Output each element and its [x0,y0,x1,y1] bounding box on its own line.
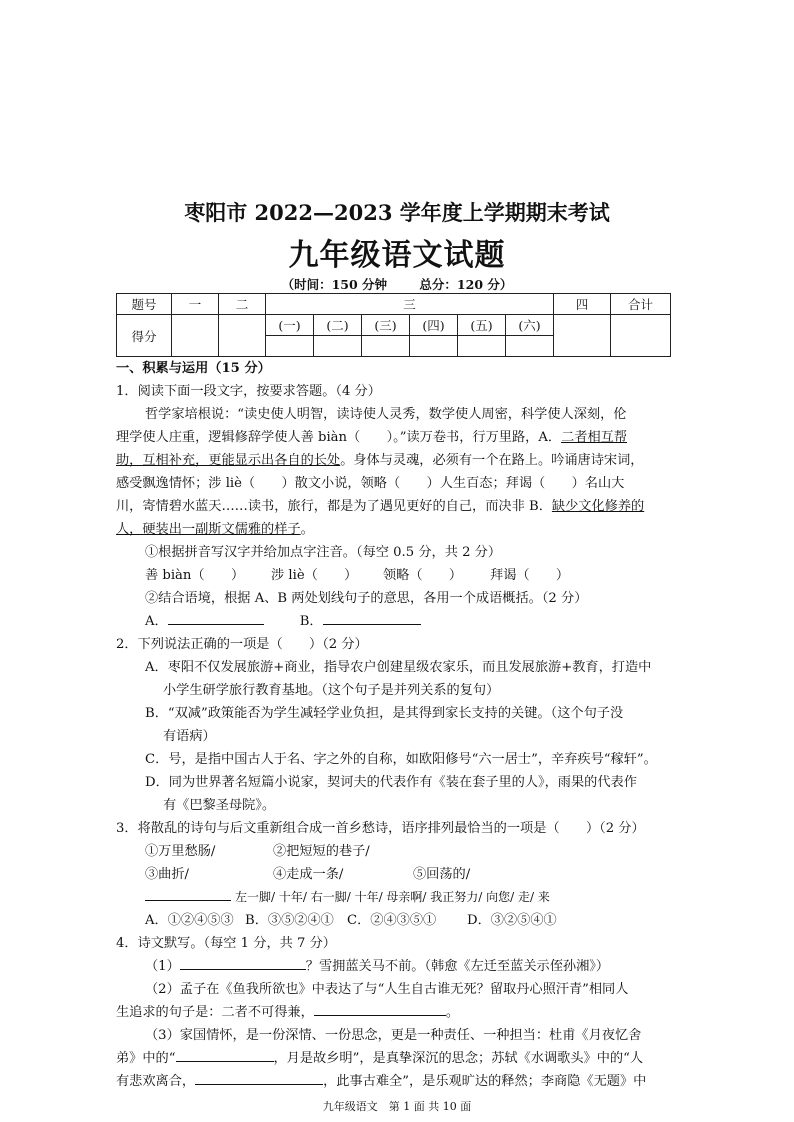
q4-item-1 [145,955,609,978]
q4-item-2-line1: （2）孟子在《鱼我所欲也》中表达了与“人生自古谁无死？留取丹心照汗青”相同人 [145,982,629,997]
sub-col-2: (二) [314,315,362,336]
exam-total: 总分：120 分） [419,277,513,292]
th-section-2: 二 [219,294,266,315]
sub-col-4: (四) [410,315,458,336]
q1-answer-b-blank[interactable] [323,610,421,625]
q4-blank-4[interactable] [195,1070,323,1085]
th-question-number: 题号 [117,294,172,315]
q2-option-b-line2: 有语病） [163,729,216,744]
q3-fragment-5: ⑤回荡的/ [413,867,471,882]
q3-fragments-2 [145,863,470,886]
q1-passage-line-1: 哲学家培根说：“读史使人明智，读诗使人灵秀，数学使人周密，科学使人深刻，伦 [145,407,627,422]
q1-text: 。身体与灵魂，必须有一个在路上。吟诵唐诗宋词， [340,453,644,468]
q3-fragment-4: ④走成一条/ [273,867,344,882]
sub-col-3: (三) [362,315,410,336]
q1-answer-b-label: B． [299,614,323,629]
q1-passage-line-5 [116,495,644,518]
score-cell-3-2 [314,336,362,357]
score-cell-3-6 [506,336,554,357]
q4-text: ，此事古难全”，是乐观旷达的释然；李商隐《无题》中 [323,1074,647,1089]
q4-item-2-line2 [116,1001,459,1024]
q3-option-b: B．③⑤②④① [245,913,334,928]
q1-text: 。 [300,522,314,537]
q2-stem: 2．下列说法正确的一项是（ ）（2 分） [116,637,368,652]
score-cell-2 [219,315,266,357]
sub-col-5: (五) [458,315,506,336]
q1-stem: 1．阅读下面一段文字，按要求答题。（4 分） [116,384,381,399]
q4-stem: 4．诗文默写。（每空 1 分，共 7 分） [116,936,336,951]
q4-text: 生追求的句子是：二者不可得兼， [116,1005,314,1020]
q1-item-bian: 善 biàn（ ） [145,568,245,583]
q4-item-3-line1: （3）家国情怀，是一份深情、一份思念，更是一种责任、一种担当：杜甫《月夜忆舍 [145,1028,642,1043]
q2-option-a-line2: 小学生研学旅行教育基地。（这个句子是并列关系的复句） [163,683,500,698]
th-section-3: 三 [266,294,554,315]
sub-col-1: (一) [266,315,314,336]
score-cell-1 [172,315,219,357]
section-heading: 一、积累与运用（15 分） [116,361,271,376]
score-cell-3-3 [362,336,410,357]
q1-answer-a-blank[interactable] [168,610,264,625]
q2-option-a-line1: A．枣阳不仅发展旅游+商业，指导农户创建星级农家乐，而且发展旅游+教育，打造中 [145,660,652,675]
score-cell-3-1 [266,336,314,357]
q1-item-lingle: 领略（ ） [383,568,463,583]
q3-fragment-3: ③曲折/ [145,867,190,882]
q1-sub2: ②结合语境，根据 A、B 两处划线句子的意思，各用一个成语概括。（2 分） [145,591,588,606]
q1-passage-line-4: 感受飘逸情怀；涉 liè（ ）散文小说，领略（ ）人生百态；拜谒（ ）名山大 [116,476,625,491]
q4-item-3-line2 [116,1047,643,1070]
q3-option-a: A．①②④⑤③ [145,913,234,928]
score-cell-3-4 [410,336,458,357]
q1-passage-line-2 [116,426,627,449]
q1-underline-a: 二者相互帮 [561,430,628,445]
page-footer: 九年级语文 第 1 面 共 10 面 [322,1100,472,1113]
q4-blank-1[interactable] [180,955,306,970]
q4-text: 。 [445,1005,459,1020]
q1-passage-line-6 [116,518,314,541]
q4-blank-3[interactable] [176,1047,274,1062]
q3-stem: 3．将散乱的诗句与后文重新组合成一首乡愁诗，语序排列最恰当的一项是（ ）（2 分） [116,821,645,836]
score-table [116,293,671,357]
q2-option-d-line1: D．同为世界著名短篇小说家，契诃夫的代表作有《装在套子里的人》，雨果的代表作 [145,775,637,790]
th-section-1: 一 [172,294,219,315]
q1-text: 理学使人庄重，逻辑修辞学使人善 biàn（ ）。”读万卷书，行万里路，A． [116,430,562,445]
q4-label: （1） [145,959,180,974]
q1-text: 川，寄情碧水蓝天……读书，旅行，都是为了遇见更好的自己，而决非 B． [116,499,552,514]
q4-text: 弟》中的“ [116,1051,176,1066]
q3-fragment-1: ①万里愁肠/ [145,844,216,859]
q1-sub1-items [145,564,569,587]
q3-poem-line [145,886,550,909]
q3-fragments-1 [145,840,370,863]
exam-title: 枣阳市 2022—2023 学年度上学期期末考试 [184,200,610,225]
q3-options [145,909,557,932]
q1-sub1: ①根据拼音写汉字并给加点字注音。（每空 0.5 分，共 2 分） [145,545,502,560]
th-score: 得分 [117,315,172,357]
th-section-4: 四 [554,294,611,315]
q1-underline-a-cont: 助，互相补充，更能显示出各自的长处 [116,453,341,468]
score-cell-3-5 [458,336,506,357]
q3-fragment-2: ②把短短的巷子/ [273,844,370,859]
q1-answer-a-label: A． [145,614,168,629]
q2-option-c: C．号，是指中国古人于名、字之外的自称，如欧阳修号“六一居士”，辛弃疾号“稼轩”。 [145,752,657,767]
q3-blank[interactable] [145,886,231,901]
q4-text: 有悲欢离合， [116,1074,196,1089]
score-cell-4 [554,315,611,357]
q1-underline-b-cont: 人，硬装出一副斯文儒雅的样子 [116,522,301,537]
q1-underline-b: 缺少文化修养的 [551,499,645,514]
q4-item-3-line3 [116,1070,646,1093]
sub-col-6: (六) [506,315,554,336]
q3-option-d: D．③②⑤④① [467,913,557,928]
q1-sub2-answers [145,610,421,633]
q3-poem-text: 左一脚/ 十年/ 右一脚/ 十年/ 母亲啊/ 我正努力/ 向您/ 走/ 来 [235,890,550,904]
th-total: 合计 [611,294,671,315]
paper-title: 九年级语文试题 [288,238,506,273]
q1-passage-line-3 [116,449,644,472]
q3-option-c: C．②④③⑤① [347,913,437,928]
q2-option-b-line1: B．“双减”政策能否为学生减轻学业负担，是其得到家长支持的关键。（这个句子没 [145,706,624,721]
q4-text: ？雪拥蓝关马不前。（韩愈《左迁至蓝关示侄孙湘》） [305,959,610,974]
score-cell-total [611,315,671,357]
q4-blank-2[interactable] [314,1001,446,1016]
q2-option-d-line2: 有《巴黎圣母院》。 [163,798,276,813]
exam-info [0,275,794,293]
q1-item-lie: 涉 liè（ ） [271,568,358,583]
exam-time: （时间：150 分钟 [281,277,388,292]
q4-text: ，月是故乡明”，是真挚深沉的思念；苏轼《水调歌头》中的“人 [273,1051,644,1066]
q1-item-baiye: 拜谒（ ） [490,568,570,583]
